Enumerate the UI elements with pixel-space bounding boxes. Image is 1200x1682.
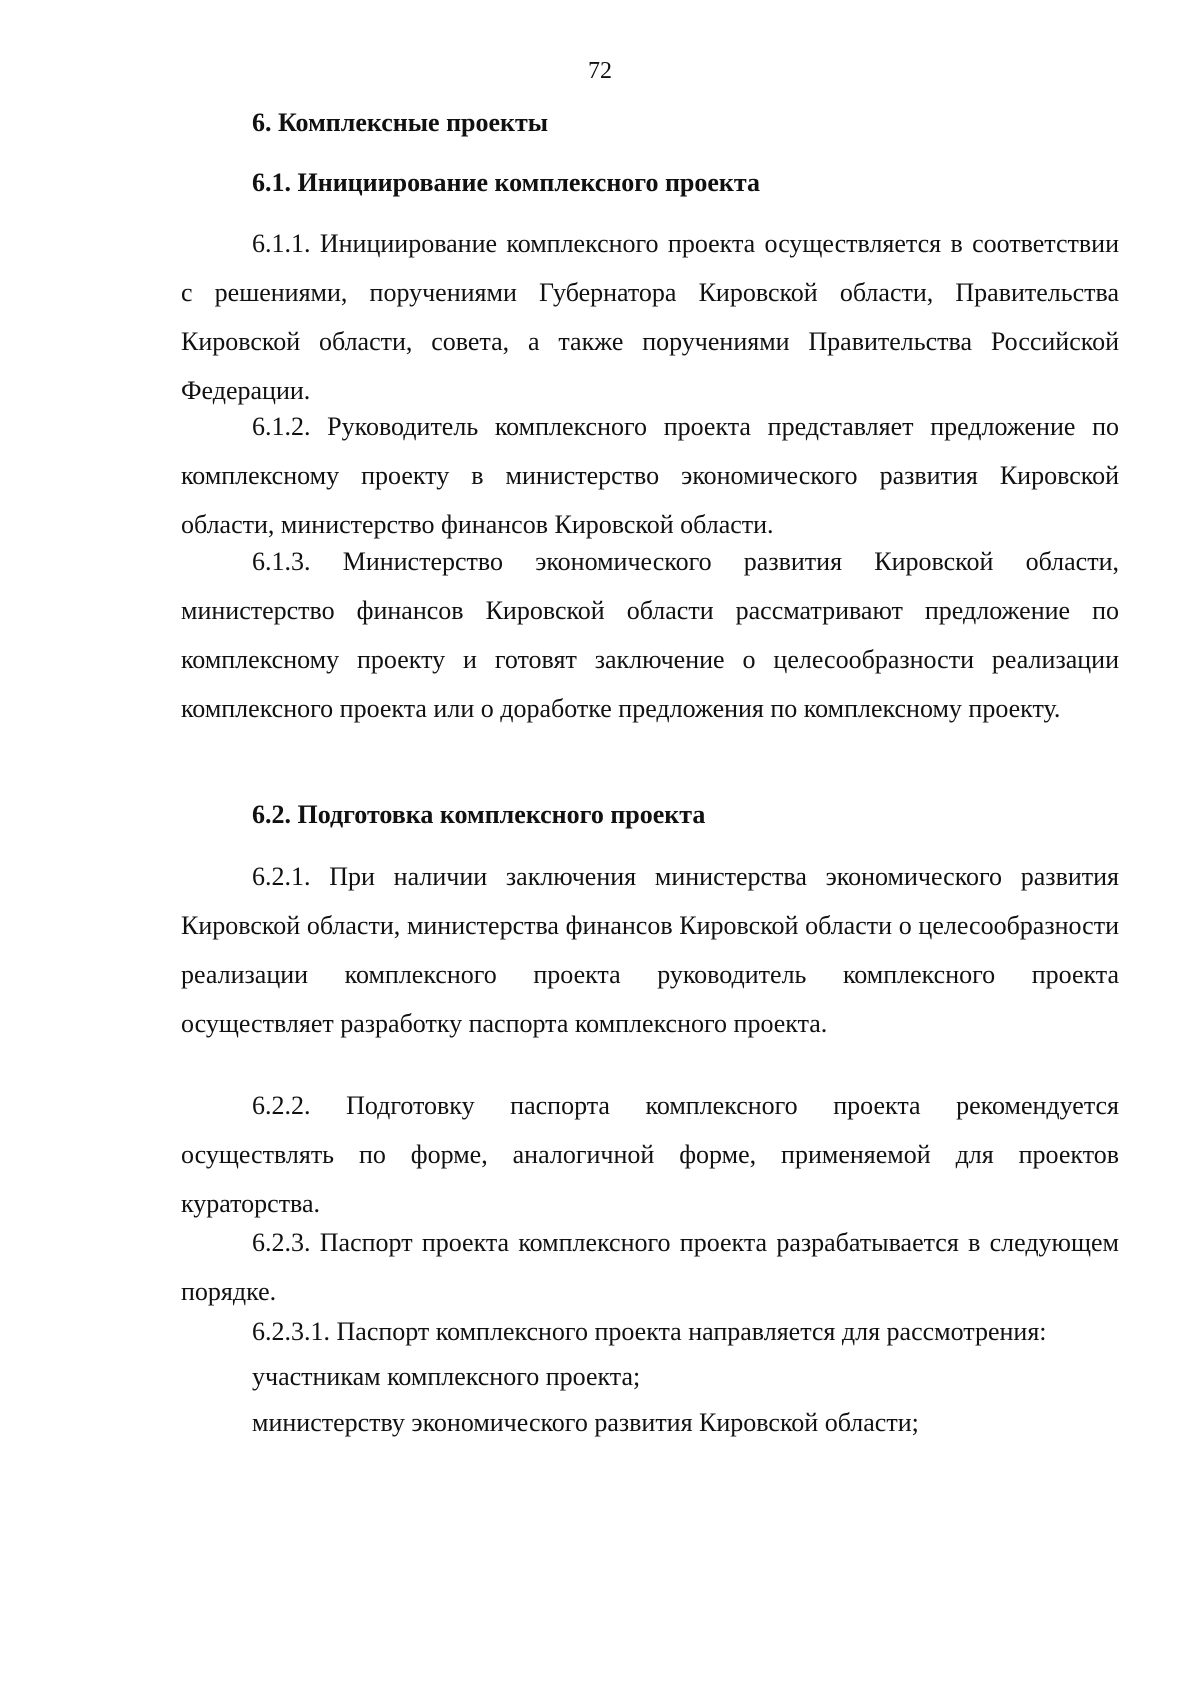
paragraph-6-2-2: 6.2.2. Подготовку паспорта комплексного проекта рекомендуется осуществлять по форме, аналогичной форме, применяемой для проектов кураторства.: [181, 1091, 1119, 1218]
section-heading-6-1: 6.1. Инициирование комплексного проекта: [252, 168, 761, 197]
paragraph-6-1-2: 6.1.2. Руководитель комплексного проекта представляет предложение по комплексному проекту в министерство экономического развития Кировской области, министерство финансов Кировской области.: [181, 412, 1119, 539]
paragraph-6-2-3: 6.2.3. Паспорт проекта комплексного проекта разрабатывается в следующем порядке.: [181, 1228, 1119, 1306]
section-heading-6-2: 6.2. Подготовка комплексного проекта: [252, 800, 706, 829]
paragraph-6-1-3: 6.1.3. Министерство экономического развития Кировской области, министерство финансов Кировской области рассматривают предложение по комплексному проекту и готовят заключение о целесообразности реализации комплексного проекта или о доработке предложения по комплексному проекту.: [181, 547, 1119, 723]
section-heading-6: 6. Комплексные проекты: [252, 108, 549, 137]
list-item: участникам комплексного проекта;: [252, 1362, 641, 1391]
paragraph-6-2-1: 6.2.1. При наличии заключения министерства экономического развития Кировской области, министерства финансов Кировской области о целесообразности реализации комплексного проекта руководитель комплексного проекта осуществляет разработку паспорта комплексного проекта.: [181, 862, 1119, 1038]
paragraph-6-2-3-1: 6.2.3.1. Паспорт комплексного проекта направляется для рассмотрения:: [252, 1317, 1047, 1346]
page-number: 72: [588, 58, 612, 84]
list-item: министерству экономического развития Кировской области;: [252, 1408, 919, 1437]
paragraph-6-1-1: 6.1.1. Инициирование комплексного проекта осуществляется в соответствии с решениями, поручениями Губернатора Кировской области, Правительства Кировской области, совета, а также поручениями Правительства Российской Федерации.: [181, 229, 1119, 405]
